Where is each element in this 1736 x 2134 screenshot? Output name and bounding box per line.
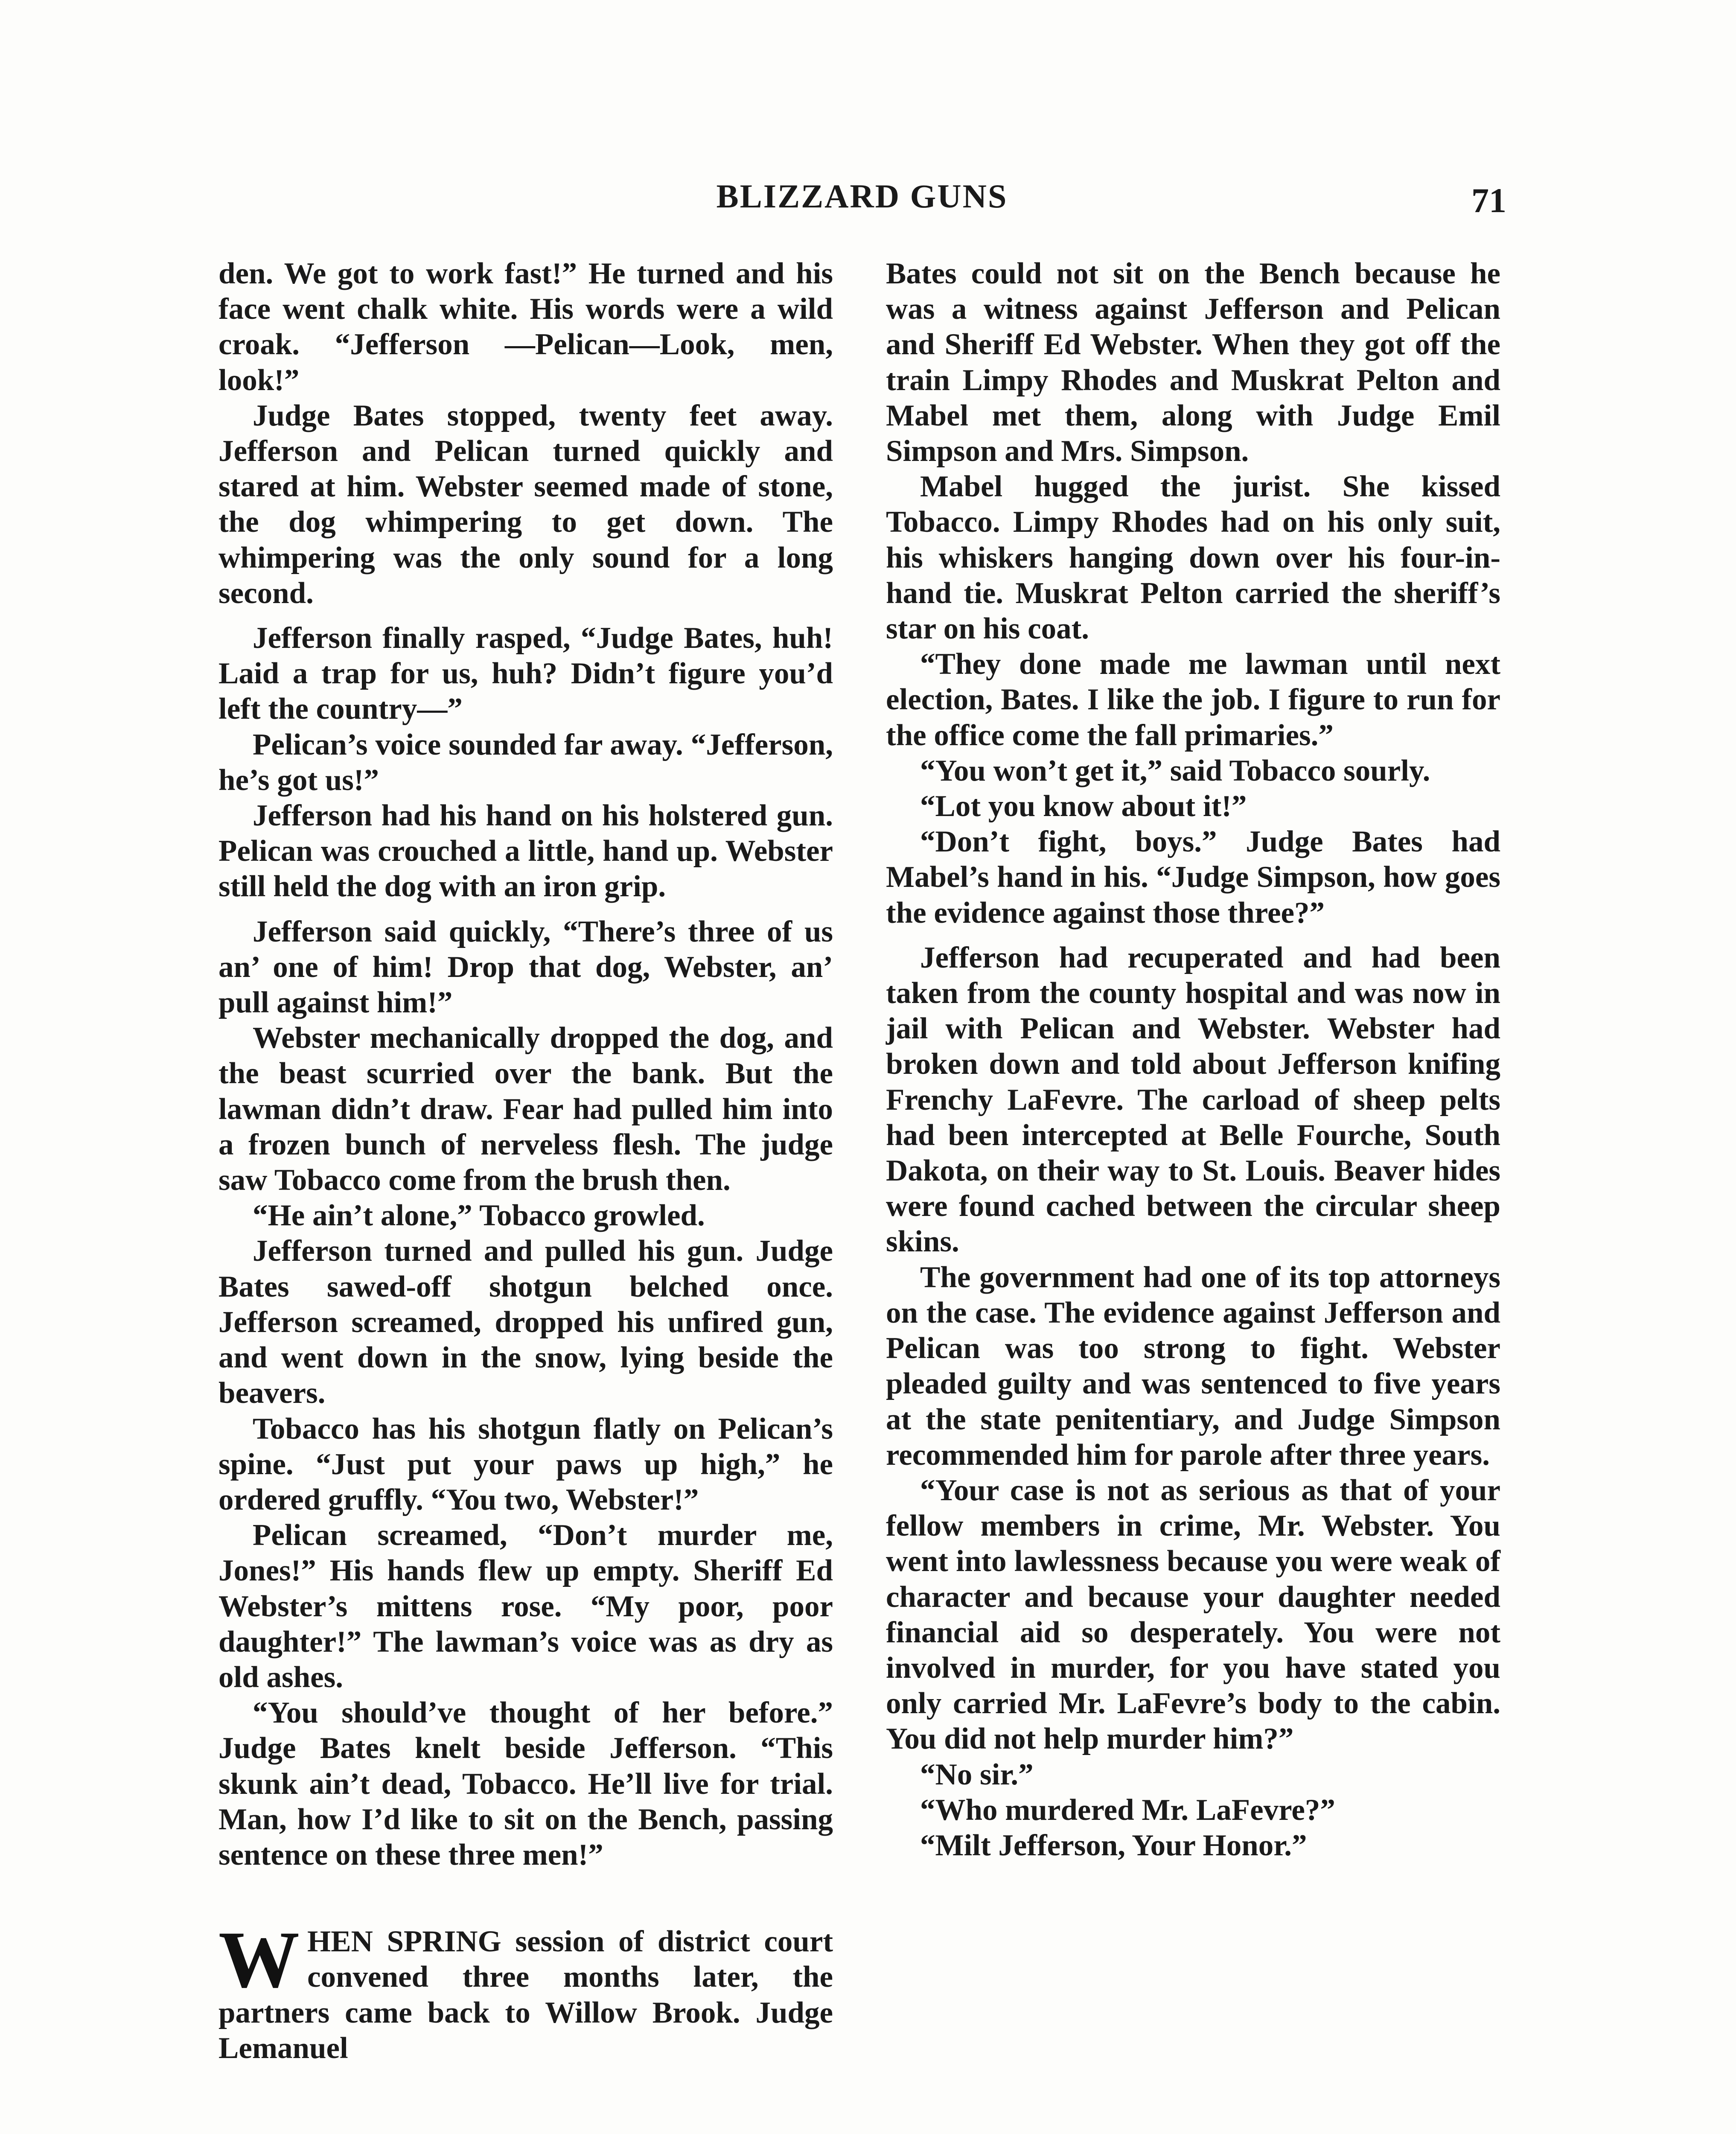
paragraph: “You won’t get it,” said Tobacco sourly. <box>920 754 1430 787</box>
paragraph: “Your case is not as serious as that of your fellow members in crime, Mr. Webster. You went into lawlessness because you were weak of character and because your daughter needed financial aid so desperately. You were not involved in murder, for you have stated you only carried Mr. LaFevre’s body to the cabin. You did not help murder him?” <box>886 1473 1500 1756</box>
paragraph: “Lot you know about it!” <box>920 790 1247 823</box>
paragraph: Bates could not sit on the Bench because he was a witness against Jefferson and Pelican and Sheriff Ed Webster. When they got off the train Limpy Rhodes and Muskrat Pelton and Mabel met them, along with Judge Emil Simpson and Mrs. Simpson. <box>886 257 1500 468</box>
paragraph: Jefferson said quickly, “There’s three of us an’ one of him! Drop that dog, Webster, an’ pull against him!” <box>218 915 833 1020</box>
paragraph: Webster mechanically dropped the dog, and the beast scurried over the bank. But the lawman didn’t draw. Fear had pulled him into a frozen bunch of nerveless flesh. The judge saw Tobacco come from the brush then. <box>218 1021 833 1197</box>
paragraph: Jefferson had his hand on his holstered gun. Pelican was crouched a little, hand up. Webster still held the dog with an iron grip. <box>218 799 833 904</box>
paragraph: Mabel hugged the jurist. She kissed Tobacco. Limpy Rhodes had on his only suit, his whiskers hanging down over his four-in-hand tie. Muskrat Pelton carried the sheriff’s star on his coat. <box>886 470 1500 646</box>
paragraph: Jefferson finally rasped, “Judge Bates, huh! Laid a trap for us, huh? Didn’t figure you’d left the country—” <box>218 621 833 726</box>
paragraph: Judge Bates stopped, twenty feet away. Jefferson and Pelican turned quickly and stared at him. Webster seemed made of stone, the dog whimpering to get down. The whimpering was the only sound for a long second. <box>218 399 833 610</box>
paragraph: den. We got to work fast!” He turned and his face went chalk white. His words were a wild croak. “Jefferson —Pelican—Look, men, look!” <box>218 257 833 397</box>
paragraph: Jefferson had recuperated and had been taken from the county hospital and was now in jail with Pelican and Webster. Webster had broken down and told about Jefferson knifing Frenchy LaFevre. The carload of sheep pelts had been intercepted at Belle Fourche, South Dakota, on their way to St. Louis. Beaver hides were found cached between the circular sheep skins. <box>886 941 1500 1259</box>
section-text: HEN SPRING session of district court convened three months later, the partners came back to Willow Brook. Judge Lemanuel <box>218 1925 833 2065</box>
paragraph: Jefferson turned and pulled his gun. Judge Bates sawed-off shotgun belched once. Jefferson screamed, dropped his unfired gun, and went down in the snow, lying beside the beavers. <box>218 1234 833 1410</box>
paragraph: “You should’ve thought of her before.” Judge Bates knelt beside Jefferson. “This skunk ain’t dead, Tobacco. He’ll live for trial. Man, how I’d like to sit on the Bench, passing sentence on these three men!” <box>218 1696 833 1872</box>
right-column <box>886 256 1500 1863</box>
paragraph: Pelican’s voice sounded far away. “Jefferson, he’s got us!” <box>218 728 833 797</box>
paragraph: Tobacco has his shotgun flatly on Pelican’s spine. “Just put your paws up high,” he ordered gruffly. “You two, Webster!” <box>218 1412 833 1516</box>
paragraph: The government had one of its top attorneys on the case. The evidence against Jefferson and Pelican was too strong to fight. Webster pleaded guilty and was sentenced to five years at the state penitentiary, and Judge Simpson recommended him for parole after three years. <box>886 1260 1500 1472</box>
paragraph: Pelican screamed, “Don’t murder me, Jones!” His hands flew up empty. Sheriff Ed Webster’s mittens rose. “My poor, poor daughter!” The lawman’s voice was as dry as old ashes. <box>218 1519 833 1694</box>
paragraph: “Don’t fight, boys.” Judge Bates had Mabel’s hand in his. “Judge Simpson, how goes the evidence against those three?” <box>886 825 1500 930</box>
page-header <box>222 177 1506 224</box>
paragraph: “No sir.” <box>920 1758 1034 1791</box>
paragraph: “He ain’t alone,” Tobacco growled. <box>253 1199 705 1233</box>
drop-cap: W <box>218 1915 300 2005</box>
paragraph: “Who murdered Mr. LaFevre?” <box>920 1793 1335 1827</box>
page-number: 71 <box>1471 181 1506 220</box>
running-title: BLIZZARD GUNS <box>716 178 1008 215</box>
section-opening <box>218 1915 833 2066</box>
paragraph: “They done made me lawman until next election, Bates. I like the job. I figure to run for the office come the fall primaries.” <box>886 647 1500 752</box>
paragraph: “Milt Jefferson, Your Honor.” <box>920 1828 1307 1862</box>
left-column <box>218 256 833 2066</box>
